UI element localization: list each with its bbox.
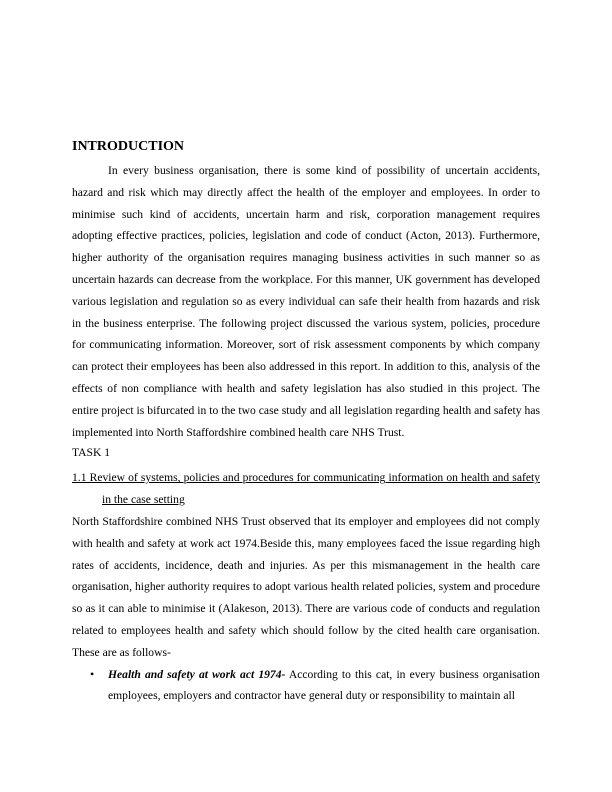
bullet-text: According to this cat, in every business organisation employees, employers and contractor have general duty or responsibility to maintain all [108,667,540,703]
bullet-icon: • [90,666,95,681]
introduction-paragraph: In every business organisation, there is some kind of possibility of uncertain accidents, hazard and risk which may directly affect the health of the employer and employees. In order to minimise such kind of accidents, uncertain harm and risk, corporation management requires adopting effective practices, policies, legislation and code of conduct (Acton, 2013). Furthermore, higher authority of the organisation requires managing business activities in such manner so as uncertain hazards can decrease from the workplace. For this manner, UK government has developed various legislation and regulation so as every individual can safe their health from hazards and risk in the business enterprise. The following project discussed the various system, policies, procedure for communicating information. Moreover, sort of risk assessment components by which company can protect their employees has been also addressed in this report. In addition to this, analysis of the effects of non compliance with health and safety legislation has also studied in this project. The entire project is bifurcated in to the two case study and all legislation regarding health and safety has implemented into North Staffordshire combined health care NHS Trust. [72,164,540,439]
list-item [72,664,540,708]
introduction-heading: INTRODUCTION [72,139,185,154]
task-label: TASK 1 [72,446,111,460]
bullet-list [72,664,540,708]
bullet-title: Health and safety at work act 1974- [108,667,286,681]
section-heading: 1.1 Review of systems, policies and procedures for communicating information on health and safety in the case setting [72,471,540,507]
task-paragraph: North Staffordshire combined NHS Trust observed that its employer and employees did not comply with health and safety at work act 1974.Beside this, many employees faced the issue regarding high rates of accidents, incidence, death and injuries. As per this mismanagement in the health care organisation, higher authority requires to adopt various health related policies, system and procedure so as it can able to minimise it (Alakeson, 2013). There are various code of conducts and regulation related to employees health and safety which should follow by the cited health care organisation. These are as follows- [72,514,540,659]
document-page [72,138,540,707]
